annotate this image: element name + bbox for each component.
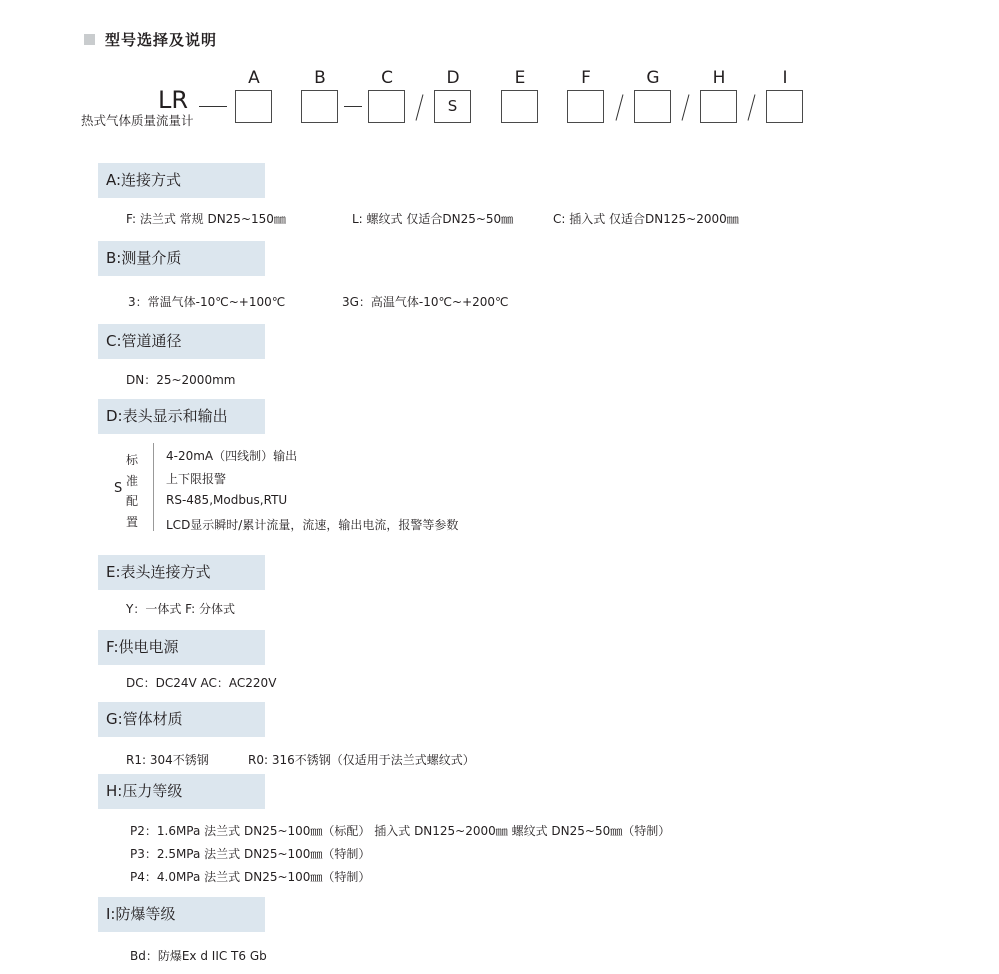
prefix-connector-line bbox=[199, 106, 227, 107]
code-letter-g: G bbox=[646, 68, 660, 88]
code-letter-h: H bbox=[712, 68, 726, 88]
code-letter-c: C bbox=[381, 68, 393, 88]
code-slash bbox=[616, 94, 624, 120]
option-e-connection: Y：一体式 F: 分体式 bbox=[126, 602, 235, 616]
title-marker bbox=[84, 34, 95, 45]
code-slash bbox=[682, 94, 690, 120]
option-d-line: RS-485,Modbus,RTU bbox=[166, 493, 288, 507]
section-title-e: E:表头连接方式 bbox=[106, 563, 211, 581]
code-letter-f: F bbox=[581, 68, 591, 88]
option-d-line: 上下限报警 bbox=[166, 472, 227, 486]
section-title-g: G:管体材质 bbox=[106, 710, 183, 728]
code-letter-b: B bbox=[314, 68, 326, 88]
code-box-b bbox=[301, 90, 338, 123]
section-title-h: H:压力等级 bbox=[106, 782, 183, 800]
option-c-diameter: DN：25~2000mm bbox=[126, 373, 236, 387]
option-d-side-label: 置 bbox=[126, 515, 139, 529]
option-h-p4: P4：4.0MPa 法兰式 DN25~100㎜（特制） bbox=[130, 870, 371, 884]
option-h-p2: P2：1.6MPa 法兰式 DN25~100㎜（标配） 插入式 DN125~2000㎜ 螺纹式 DN25~50㎜（特制） bbox=[130, 824, 671, 838]
option-a-flange: F: 法兰式 常规 DN25~150㎜ bbox=[126, 212, 286, 226]
code-letter-i: I bbox=[782, 68, 788, 88]
code-letter-e: E bbox=[514, 68, 526, 88]
option-g-r1: R1: 304不锈钢 bbox=[126, 753, 209, 767]
section-title-c: C:管道通径 bbox=[106, 332, 182, 350]
code-box-f bbox=[567, 90, 604, 123]
code-slash bbox=[748, 94, 756, 120]
section-title-d: D:表头显示和输出 bbox=[106, 407, 228, 425]
option-g-r0: R0: 316不锈钢（仅适用于法兰式螺纹式） bbox=[248, 753, 475, 767]
option-a-insert: C: 插入式 仅适合DN125~2000㎜ bbox=[553, 212, 739, 226]
code-box-d: S bbox=[434, 90, 471, 123]
code-box-h bbox=[700, 90, 737, 123]
option-d-side-label: 准 bbox=[126, 474, 139, 488]
option-h-p3: P3：2.5MPa 法兰式 DN25~100㎜（特制） bbox=[130, 847, 371, 861]
option-d-line: LCD显示瞬时/累计流量，流速，输出电流，报警等参数 bbox=[166, 518, 459, 532]
option-d-divider bbox=[153, 443, 154, 531]
section-title-f: F:供电电源 bbox=[106, 638, 179, 656]
code-box-g bbox=[634, 90, 671, 123]
code-slash bbox=[416, 94, 424, 120]
code-letter-a: A bbox=[248, 68, 260, 88]
section-title-b: B:测量介质 bbox=[106, 249, 182, 267]
code-box-i bbox=[766, 90, 803, 123]
option-d-side-label: 标 bbox=[126, 453, 139, 467]
section-title-a: A:连接方式 bbox=[106, 171, 182, 189]
code-box-c bbox=[368, 90, 405, 123]
page-title: 型号选择及说明 bbox=[105, 31, 218, 49]
code-dash bbox=[344, 106, 362, 107]
option-d-side-label: 配 bbox=[126, 494, 139, 508]
section-title-i: I:防爆等级 bbox=[106, 905, 176, 923]
code-box-e bbox=[501, 90, 538, 123]
option-f-power: DC：DC24V AC：AC220V bbox=[126, 676, 277, 690]
option-b-high-temp: 3G：高温气体-10℃~+200℃ bbox=[342, 295, 509, 309]
model-prefix: LR bbox=[158, 86, 189, 114]
option-d-code: S bbox=[114, 481, 123, 496]
option-a-thread: L: 螺纹式 仅适合DN25~50㎜ bbox=[352, 212, 514, 226]
product-name: 热式气体质量流量计 bbox=[81, 113, 194, 128]
option-b-normal-temp: 3：常温气体-10℃~+100℃ bbox=[128, 295, 286, 309]
option-i-explosion-proof: Bd：防爆Ex d IIC T6 Gb bbox=[130, 949, 267, 963]
code-box-a bbox=[235, 90, 272, 123]
code-letter-d: D bbox=[446, 68, 460, 88]
option-d-line: 4-20mA（四线制）输出 bbox=[166, 449, 298, 463]
